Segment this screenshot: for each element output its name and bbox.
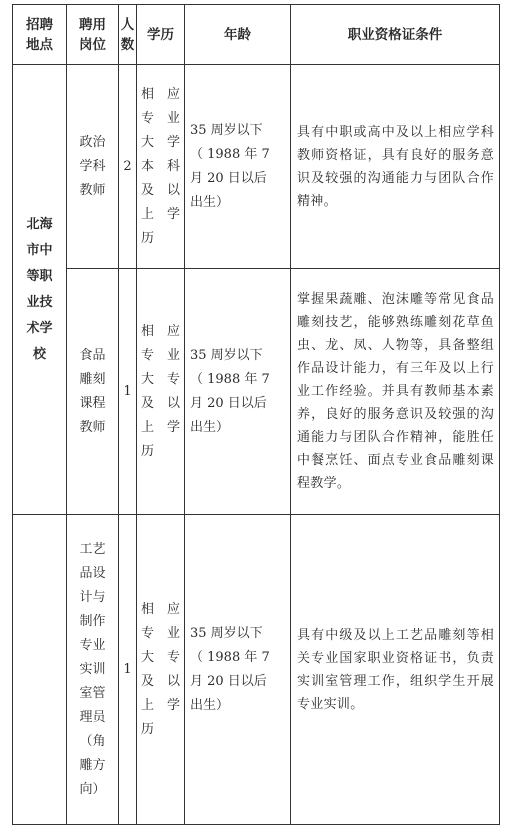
header-location: 招聘 地点 bbox=[13, 5, 67, 65]
table-row bbox=[13, 65, 500, 269]
age-cell: 35 周岁以下 （ 1988 年 7 月 20 日以后 出生） bbox=[185, 269, 291, 515]
location-cell-empty bbox=[13, 515, 67, 825]
header-qualification: 职业资格证条件 bbox=[291, 5, 500, 65]
qualification-cell: 掌握果蔬雕、泡沫雕等常见食品雕刻技艺，能够熟练雕刻花草鱼虫、龙、凤、人物等，具备整组作品设计能力，有三年及以上行业工作经验。并具有教师基本素养，良好的服务意识及较强的沟通能力与团队合作精神，能胜任中餐烹饪、面点专业食品雕刻课程教学。 bbox=[291, 269, 500, 515]
education-cell: 相 应 专 业 大 学 本 科 及 以 上 学 历 bbox=[137, 65, 185, 269]
age-cell: 35 周岁以下 （ 1988 年 7 月 20 日以后 出生） bbox=[185, 65, 291, 269]
count-cell: 2 bbox=[119, 65, 137, 269]
qualification-cell: 具有中级及以上工艺品雕刻等相关专业国家职业资格证书，负责实训室管理工作，组织学生开展专业实训。 bbox=[291, 515, 500, 825]
post-cell: 工艺 品设 计与 制作 专业 实训 室管 理员 （角 雕方 向） bbox=[67, 515, 119, 825]
header-age: 年龄 bbox=[185, 5, 291, 65]
recruitment-table bbox=[12, 4, 500, 825]
count-cell: 1 bbox=[119, 515, 137, 825]
location-cell: 北海 市中 等职 业技 术学 校 bbox=[13, 65, 67, 515]
post-cell: 政治 学科 教师 bbox=[67, 65, 119, 269]
table-row bbox=[13, 269, 500, 515]
age-cell: 35 周岁以下 （ 1988 年 7 月 20 日以后 出生） bbox=[185, 515, 291, 825]
header-post: 聘用 岗位 bbox=[67, 5, 119, 65]
header-education: 学历 bbox=[137, 5, 185, 65]
post-cell: 食品 雕刻 课程 教师 bbox=[67, 269, 119, 515]
table-row bbox=[13, 515, 500, 825]
education-cell: 相应 专业 大专 及以 上学 历 bbox=[137, 515, 185, 825]
education-cell: 相应 专业 大专 及以 上学 历 bbox=[137, 269, 185, 515]
header-row bbox=[13, 5, 500, 65]
qualification-cell: 具有中职或高中及以上相应学科教师资格证，具有良好的服务意识及较强的沟通能力与团队合作精神。 bbox=[291, 65, 500, 269]
header-count: 人 数 bbox=[119, 5, 137, 65]
count-cell: 1 bbox=[119, 269, 137, 515]
